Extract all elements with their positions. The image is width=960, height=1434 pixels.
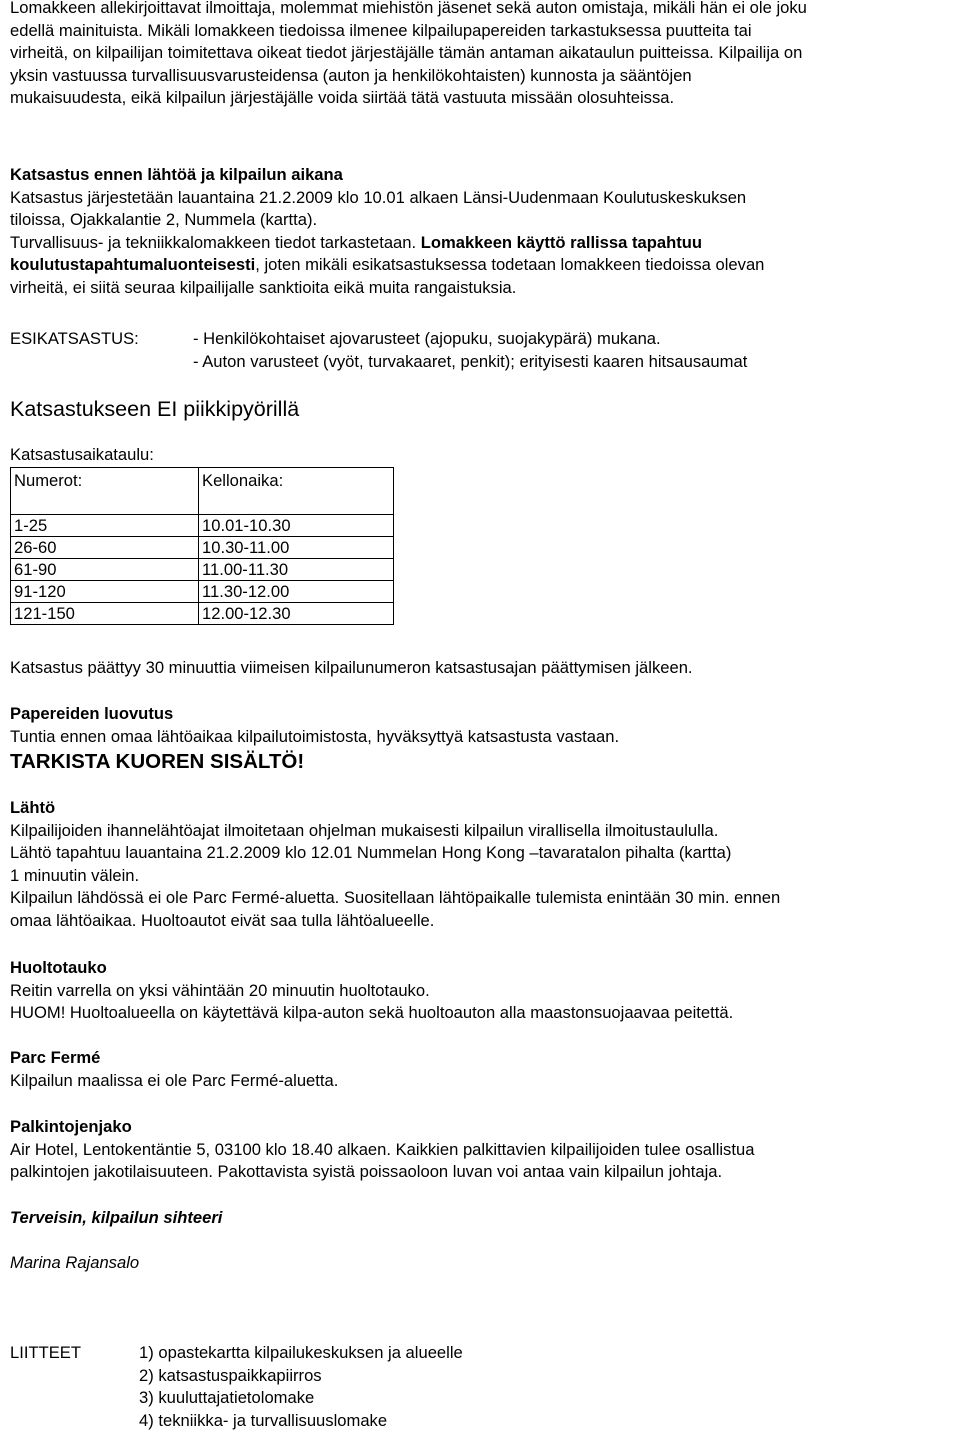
inspection-line [10,232,764,255]
greeting: Terveisin, kilpailun sihteeri [10,1208,223,1227]
inspection-line [10,254,764,277]
cell-numbers: 61-90 [11,559,199,581]
papers-line: Tuntia ennen omaa lähtöaikaa kilpailutoimistosta, hyväksyttyä katsastusta vastaan. [10,726,620,746]
prize-section [10,1116,754,1184]
cell-time: 12.00-12.30 [199,603,394,625]
inspection-heading: Katsastus ennen lähtöä ja kilpailun aikana [10,165,343,184]
table-row [11,581,394,603]
attachments [10,1342,955,1434]
pre-inspection-item: - Auton varusteet (vyöt, turvakaaret, penkit); erityisesti kaaren hitsausaumat [193,351,748,371]
cell-numbers: 26-60 [11,537,199,559]
signer-name: Marina Rajansalo [10,1253,140,1272]
cell-time: 11.30-12.00 [199,581,394,603]
inspection-bold-text: Lomakkeen käyttö rallissa tapahtuu [420,232,703,252]
start-line: omaa lähtöaikaa. Huoltoautot eivät saa tulla lähtöalueelle. [10,910,435,930]
prize-line: Air Hotel, Lentokentäntie 5, 03100 klo 18.40 alkaen. Kaikkien palkittavien kilpailijoiden tulee osallistua [10,1139,755,1159]
parc-ferme-line: Kilpailun maalissa ei ole Parc Fermé-aluetta. [10,1070,339,1090]
papers-section [10,703,619,776]
pre-inspection [10,328,955,378]
check-envelope-notice: TARKISTA KUOREN SISÄLTÖ! [10,750,305,774]
no-studs-heading: Katsastukseen EI piikkipyörillä [10,397,300,421]
parc-ferme-section [10,1047,338,1092]
attachments-label: LIITTEET [10,1343,81,1362]
start-line: 1 minuutin välein. [10,865,140,885]
table-row [11,559,394,581]
inspection-bold-text: koulutustapahtumaluonteisesti [10,255,256,275]
pre-inspection-item: - Henkilökohtaiset ajovarusteet (ajopuku, suojakypärä) mukana. [193,329,661,348]
prize-line: palkintojen jakotilaisuuteen. Pakottavista syistä poissaoloon luvan voi antaa vain kilpailun johtaja. [10,1162,723,1182]
intro-paragraph [10,0,807,110]
table-row [11,537,394,559]
schedule-caption: Katsastusaikataulu: [10,445,154,464]
cell-numbers: 121-150 [11,603,199,625]
column-header-time: Kellonaika: [199,468,394,515]
table-header-row [11,468,394,515]
intro-line: edellä mainituista. Mikäli lomakkeen tiedoissa ilmenee kilpailupapereiden tarkastuksessa puutteita tai [10,20,752,40]
intro-line: virheitä, on kilpailijan toimitettava oikeat tiedot järjestäjälle tämän antaman aikataulun puitteissa. Kilpailija on [10,43,803,63]
column-header-numbers: Numerot: [11,468,199,515]
cell-time: 10.30-11.00 [199,537,394,559]
service-heading: Huoltotauko [10,958,107,977]
list-item: 4) tekniikka- ja turvallisuuslomake [139,1410,388,1430]
prize-heading: Palkintojenjako [10,1117,132,1136]
start-line: Kilpailun lähdössä ei ole Parc Fermé-aluetta. Suositellaan lähtöpaikalle tulemista enintään 30 min. ennen [10,888,781,908]
inspection-line: tiloissa, Ojakkalantie 2, Nummela (kartta). [10,210,318,230]
parc-ferme-heading: Parc Fermé [10,1048,101,1067]
pre-inspection-label: ESIKATSASTUS: [10,329,139,348]
list-item: 3) kuuluttajatietolomake [139,1388,315,1408]
inspection-end-text: Katsastus päättyy 30 minuuttia viimeisen kilpailunumeron katsastusajan päättymisen jälkeen. [10,658,693,677]
table-row [11,603,394,625]
schedule-table [10,467,394,625]
papers-heading: Papereiden luovutus [10,704,174,723]
table-row [11,515,394,537]
intro-line: Lomakkeen allekirjoittavat ilmoittaja, molemmat miehistön jäsenet sekä auton omistaja, mikäli hän ei ole joku [10,0,807,17]
start-line: Lähtö tapahtuu lauantaina 21.2.2009 klo 12.01 Nummelan Hong Kong –tavaratalon pihalta (kartta) [10,843,732,863]
inspection-text: Turvallisuus- ja tekniikkalomakkeen tiedot tarkastetaan. [10,232,421,252]
inspection-line: virheitä, ei siitä seuraa kilpailijalle sanktioita eikä muita rangaistuksia. [10,277,517,297]
list-item: 1) opastekartta kilpailukeskuksen ja alueelle [139,1343,463,1362]
attachments-list [139,1342,463,1432]
cell-time: 10.01-10.30 [199,515,394,537]
cell-numbers: 91-120 [11,581,199,603]
start-heading: Lähtö [10,798,56,817]
intro-line: mukaisuudesta, eikä kilpailun järjestäjälle voida siirtää tätä vastuuta missään olosuhteissa. [10,88,675,108]
intro-line: yksin vastuussa turvallisuusvarusteidensa (auton ja henkilökohtaisten) kunnosta ja sääntöjen [10,65,692,85]
start-section [10,797,780,933]
list-item: 2) katsastuspaikkapiirros [139,1365,322,1385]
cell-time: 11.00-11.30 [199,559,394,581]
service-section [10,957,733,1025]
start-line: Kilpailijoiden ihannelähtöajat ilmoitetaan ohjelman mukaisesti kilpailun virallisella ilmoitustaululla. [10,820,719,840]
service-line: Reitin varrella on yksi vähintään 20 minuutin huoltotauko. [10,980,430,1000]
cell-numbers: 1-25 [11,515,199,537]
inspection-text: , joten mikäli esikatsastuksessa todetaan lomakkeen tiedoissa olevan [255,255,765,275]
service-line: HUOM! Huoltoalueella on käytettävä kilpa-auton sekä huoltoauton alla maastonsuojaavaa peitettä. [10,1003,734,1023]
inspection-section [10,164,764,300]
inspection-line: Katsastus järjestetään lauantaina 21.2.2009 klo 10.01 alkaen Länsi-Uudenmaan Koulutuskeskuksen [10,187,747,207]
